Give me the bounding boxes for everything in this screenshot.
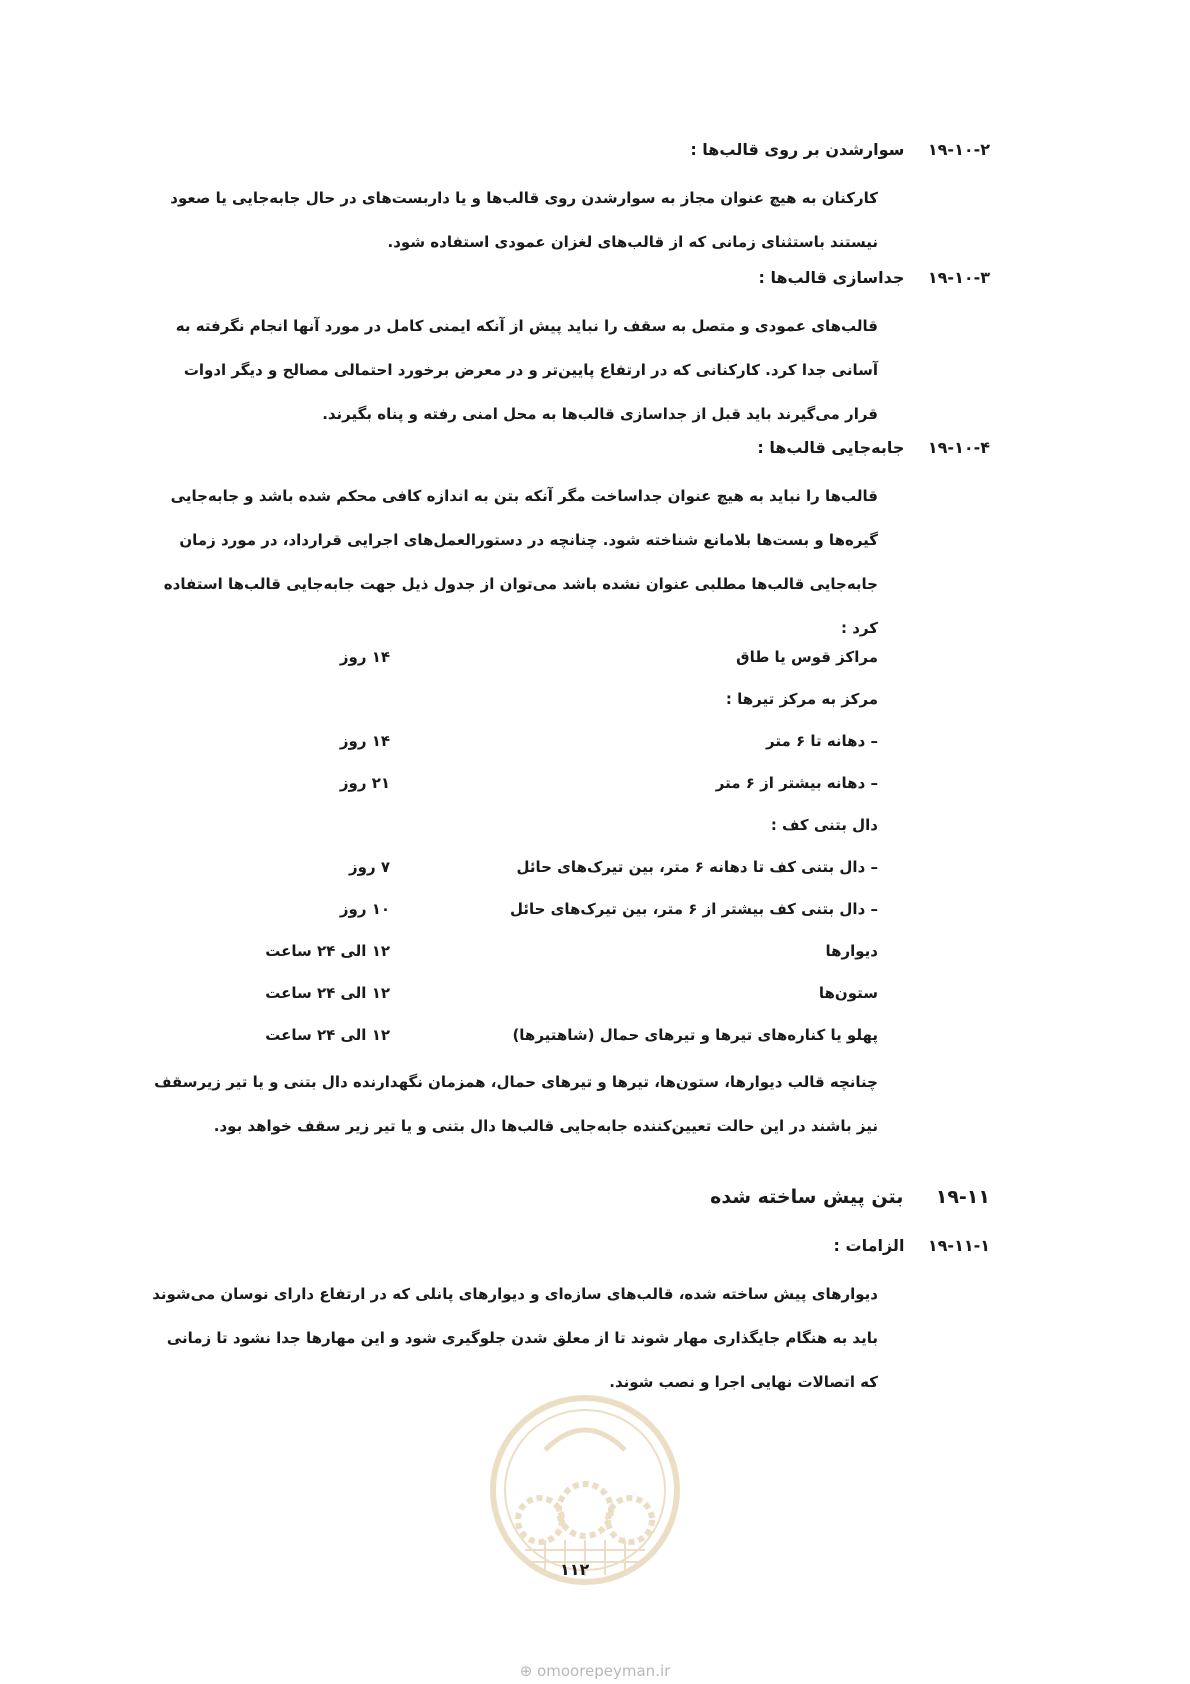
schedule-label: مرکز به مرکز تیرها :: [725, 690, 878, 708]
section-heading-19-10-3: [758, 268, 990, 287]
text-line: قالب‌های عمودی و متصل به سقف را نباید پیش از آنکه ایمنی کامل در مورد آنها انجام نگرفته به: [175, 317, 878, 335]
text-line: چنانچه قالب دیوارها، ستون‌ها، تیرها و تیرهای حمال، همزمان نگهدارنده دال بتنی و یا تیر زیرسقف: [154, 1073, 878, 1091]
section-number: ۱۹-۱۰-۴: [927, 438, 990, 457]
text-line: گیره‌ها و بست‌ها بلامانع شناخته شود. چنانچه در دستورالعمل‌های اجرایی قرارداد، در مورد زمان: [179, 531, 878, 549]
schedule-value: ۱۲ الی ۲۴ ساعت: [265, 984, 390, 1002]
schedule-label: – دال بتنی کف تا دهانه ۶ متر، بین تیرک‌های حائل: [516, 858, 878, 876]
schedule-label: پهلو یا کناره‌های تیرها و تیرهای حمال (شاهتیرها): [512, 1026, 878, 1044]
schedule-value: ۱۴ روز: [339, 732, 390, 750]
paragraph-19-10-3: [138, 304, 878, 436]
section-number: ۱۹-۱۰-۲: [927, 140, 990, 159]
text-line: باید به هنگام جایگذاری مهار شوند تا از معلق شدن جلوگیری شود و این مهارها جدا نشود تا زمانی: [166, 1329, 878, 1347]
footer-url: omoorepeyman.ir: [537, 1662, 671, 1680]
schedule-label: ستون‌ها: [818, 984, 878, 1002]
schedule-label: دیوارها: [825, 942, 878, 960]
section-title: بتن پیش ساخته شده: [710, 1186, 904, 1208]
text-line: کرد :: [841, 619, 878, 637]
section-title: سوارشدن بر روی قالب‌ها :: [690, 140, 905, 159]
schedule-value: ۲۱ روز: [339, 774, 390, 792]
text-line: قرار می‌گیرند باید قبل از جداسازی قالب‌ها به محل امنی رفته و پناه بگیرند.: [322, 405, 878, 423]
text-line: جابه‌جایی قالب‌ها مطلبی عنوان نشده باشد می‌توان از جدول ذیل جهت جابه‌جایی قالب‌ها استفاده: [163, 575, 878, 593]
section-heading-19-10-2: [690, 140, 990, 159]
section-number: ۱۹-۱۰-۳: [927, 268, 990, 287]
section-heading-19-10-4: [757, 438, 990, 457]
schedule-value: ۱۴ روز: [339, 648, 390, 666]
section-number: ۱۹-۱۱-۱: [927, 1236, 990, 1255]
page-number: ۱۱۲: [560, 1560, 590, 1579]
schedule-value: ۱۰ روز: [339, 900, 390, 918]
schedule-label: – دهانه تا ۶ متر: [765, 732, 878, 750]
schedule-value: ۱۲ الی ۲۴ ساعت: [265, 1026, 390, 1044]
schedule-label: مراکز قوس یا طاق: [736, 648, 878, 666]
paragraph-19-11-1: [138, 1272, 878, 1404]
globe-icon: ⊕: [519, 1662, 533, 1680]
paragraph-after-table: [138, 1060, 878, 1148]
section-title: جابه‌جایی قالب‌ها :: [757, 438, 905, 457]
section-title: الزامات :: [833, 1236, 905, 1255]
text-line: که اتصالات نهایی اجرا و نصب شوند.: [609, 1373, 878, 1391]
section-number: ۱۹-۱۱: [935, 1186, 990, 1208]
text-line: نیز باشند در این حالت تعیین‌کننده جابه‌جایی قالب‌ها دال بتنی و یا تیر زیر سقف خواهد بود.: [213, 1117, 878, 1135]
schedule-value: ۷ روز: [349, 858, 390, 876]
text-line: قالب‌ها را نباید به هیچ عنوان جداساخت مگر آنکه بتن به اندازه کافی محکم شده باشد و جابه‌جایی: [170, 487, 878, 505]
section-title: جداسازی قالب‌ها :: [758, 268, 905, 287]
section-heading-19-11-1: [834, 1236, 990, 1255]
text-line: نیستند باستثنای زمانی که از قالب‌های لغزان عمودی استفاده شود.: [387, 233, 878, 251]
paragraph-19-10-4: [138, 474, 878, 650]
footer-watermark: [0, 1662, 1190, 1680]
schedule-value: ۱۲ الی ۲۴ ساعت: [265, 942, 390, 960]
section-heading-19-11: [710, 1186, 990, 1208]
schedule-label: – دهانه بیشتر از ۶ متر: [715, 774, 878, 792]
schedule-label: دال بتنی کف :: [770, 816, 878, 834]
text-line: کارکنان به هیچ عنوان مجاز به سوارشدن روی قالب‌ها و یا داربست‌های در حال جابه‌جایی یا صعود: [170, 189, 878, 207]
text-line: آسانی جدا کرد. کارکنانی که در ارتفاع پایین‌تر و در معرض برخورد احتمالی مصالح و دیگر ادوات: [183, 361, 878, 379]
text-line: دیوارهای پیش ساخته شده، قالب‌های سازه‌ای و دیوارهای پانلی که در ارتفاع دارای نوسان می‌شوند: [152, 1285, 878, 1303]
schedule-label: – دال بتنی کف بیشتر از ۶ متر، بین تیرک‌های حائل: [509, 900, 878, 918]
paragraph-19-10-2: [138, 176, 878, 264]
